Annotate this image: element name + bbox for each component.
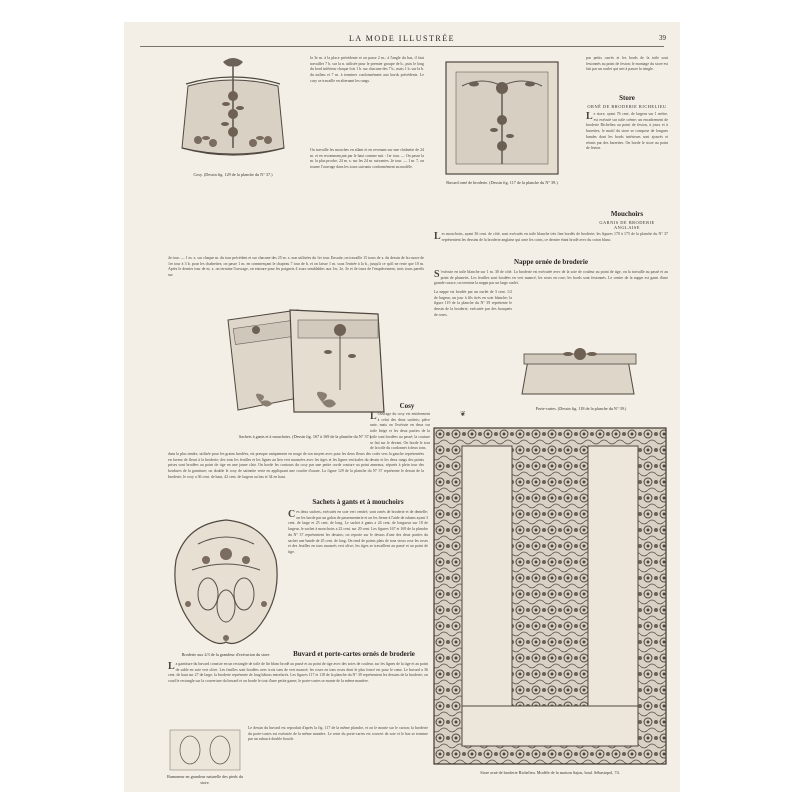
text-column-top: la 3e m. à la place précédente et on passe 2 m.; à l'angle du bas, il faut travailler 7 b. sur la n. utilisée pour le premier groupe de b., puis le long du bord inférieur chaque fois 1 b. sur chacune des 7 b., mais 1 b. sur la b. du milieu et 7 m. à terminer conformément aux bords précédents. Le cosy se travaille en alternant les rangs.: [310, 56, 424, 83]
buvard-body-text: a garniture du buvard consiste en un rectangle de toile de lin blanc brodé au passé et au point de tige avec des soies de couleur, sur les lignes de la tige et au point de sable en soie vert olive. Les feuilles sont brodées avec trois tons de vert nuancé; les roses en tons roses dont le plus foncé est pour le cœur. Le buvard a 36 cent. de haut sur 27 de large; la broderie représente de long bâtons entrelacés. Les figures 117 et 118 de la planche du N° 39 représentent les dessins de la broderie; on coud le rectangle sur la couverture du buvard et on borde le tout d'une petite ganse; le porte-cartes se monte de la même manière.: [168, 662, 428, 684]
porte-cartes-caption: Porte-cartes. (Dessin fig. 118 de la planche du N° 39.): [535, 406, 627, 411]
wide-paragraph-1: 4e tour. — 1 m. x. sur chaque m. du tour précédent et sur chacune des 25 m. x. non utilisées du 1er tour. Ensuite, on travaille 15 tours de x. du dessin de la rosace de 1er tour à 3 b. pour les chaînettes; on passe 1 m. en commençant le chapeau 7 tour de b. et on laisse 1 m. sous l'entrée à la b., jusqu'à ce qu'il ne reste que 10 m. Après le dernier tour de m. x. on termine l'ouvrage, on entoure pour les poignets 4 tours semblables aux 1er, 2e, 3e et 4e tours de l'empiècement, trois tours pareils sur: [168, 256, 424, 278]
text-top-right: par petits carrés et les bords de la toile sont festonnés au point de feston; le montage du store est fait par un ourlet qui sert à passer la tringle.: [586, 56, 668, 72]
broderie-store-illustration: [168, 514, 284, 648]
ramoneur-illustration: [168, 728, 242, 772]
store-body-text: e store, ayant 76 cent. de largeur sur 1 mètre, est exécuté sur toile crème; un encadrement de broderie Richelieu au point de feston, à jours et à barrettes, le motif du store se compose de longues bandes dont les bords intérieurs sont ajourés et réunis par des barrettes. On borde le store au point de feston.: [586, 112, 668, 151]
store-heading: Store: [619, 94, 635, 102]
store-large-caption: Store orné de broderie Richelieu. Modèle de la maison Sajou, boul. Sébastopol, 74.: [480, 770, 620, 775]
nappe-heading: Nappe ornée de broderie: [514, 258, 588, 266]
magazine-title: LA MODE ILLUSTRÉE: [349, 34, 455, 43]
mouchoirs-subheading: GARNIS DE BRODERIE ANGLAISE: [599, 220, 655, 230]
page-number: 39: [659, 34, 666, 42]
cosy-heading: Cosy: [399, 402, 415, 410]
store-body: Le store, ayant 76 cent. de largeur sur 1 mètre, est exécuté sur toile crème; un encadrement de broderie Richelieu au point de feston, à jours et à barrettes, le motif du store se compose de longues bandes dont les bords intérieurs sont ajourés et réunis par des barrettes. On borde le store au point de feston.: [586, 112, 668, 151]
wide-paragraph-2: dans la plus tendre, utilisée pour les grains brodées, est presque uniquement en rouge de ton moyen avec pour les deux fleurs des cotés vers la gauche représentées en faveur de fleuri à la broderie; des tons les feuilles et les lignes au lieu vert nuancées avec les tiges et les lignes verticales du dessin et les deux rangs des points prises sont brodées au point de tige en une jaune clair. On borde les contours du cosy par une petite corde couture au point anneaux, séparés à plein tour des bordures de la garniture; on double le cosy de satinette verte en appliquant une couche d'ouate. La figure 129 de la planche du N° 37 représente le dessin de la broderie; le cosy a 36 cent. de haut, 42 cent. de largeur au bas et 34 en haut.: [168, 452, 424, 479]
sachets-body: Ces deux sachets, exécutés en soie vert cendré, sont ornés de broderie et de dentelle; on les borde par un galon de passementerie et on les ferme à l'aide de rubans ayant 3 cent. de large et 25 cent. de long. Le sachet à gants a 24 cent. de longueur sur 18 de largeur, le sachet à mouchoirs a 22 cent. sur 20 cent. Les figures 167 et 169 de la planche du N° 37 représentent les dessins; on reporte sur le dessus d'une des deux parties du sachet une bande de 25 cent. de long. On tend de points plats de tons vieux rose les roses et des feuilles en tons nuancés vert olive; les tiges se travaillent au passé et au point de tige.: [288, 510, 428, 554]
cosy-caption: Cosy. (Dessin fig. 129 de la planche du N° 37.): [193, 172, 273, 177]
mouchoirs-heading: Mouchoirs: [610, 210, 644, 218]
sachets-heading: Sachets à gants et à mouchoirs: [312, 498, 404, 506]
buvard-body-2: Le dessin du buvard est reproduit d'après la fig. 117 de la même planche, et on le monte sur le carton; la broderie du porte-cartes est exécutée de la même manière. Le reste du porte-cartes est couvert de soie et le bas se termine par un ruban à double boucle.: [248, 726, 428, 742]
mouchoirs-body-text: es mouchoirs, ayant 36 cent. de côté, sont exécutés en toile blanche très fine bordés de broderie; les figures 170 à 175 de la planche du N° 37 représentent les dessins de la broderie anglaise qui orne les coins, ce dernier étant brodé avec du coton blanc.: [441, 232, 668, 242]
header-rule: [140, 46, 664, 47]
mouchoirs-body: Les mouchoirs, ayant 36 cent. de côté, sont exécutés en toile blanche très fine bordés de broderie; les figures 170 à 175 de la planche du N° 37 représentent les dessins de la broderie anglaise qui orne les coins, ce dernier étant brodé avec du coton blanc.: [434, 232, 668, 242]
page-header: [124, 34, 680, 50]
cosy-side-text: [394, 294, 430, 394]
text-column-top-2: Ou travaille les mouches en allant et en revenant sur une chaînette de 24 m. et en recommençant par le haut comme suit : 1er tour. — On passe la m. la plus proche, 24 m. x. sur les 24 m. suivantes. 2e tour. — 1 m. 7, on tourne l'ouvrage dans les tours suivants conformément au modèle.: [310, 148, 424, 170]
buvard-illustration: [442, 58, 562, 178]
sachets-body-text: es deux sachets, exécutés en soie vert cendré, sont ornés de broderie et de dentelle; on les borde par un galon de passementerie et on les ferme à l'aide de rubans ayant 3 cent. de large et 25 cent. de long. Le sachet à gants a 24 cent. de longueur sur 18 de largeur, le sachet à mouchoirs a 22 cent. sur 20 cent. Les figures 167 et 169 de la planche du N° 37 représentent les dessins; on reporte sur le dessus d'une des deux parties du sachet une bande de 25 cent. de long. On tend de points plats de tons vieux rose les roses et des feuilles en tons nuancés vert olive; les tiges se travaillent au passé et au point de tige.: [288, 510, 428, 554]
buvard-caption: Buvard orné de broderie. (Dessin fig. 117 de la planche du N° 39.): [446, 180, 558, 185]
store-large-illustration: [432, 426, 668, 766]
cosy-illustration: [168, 54, 298, 172]
buvard-body: La garniture du buvard consiste en un rectangle de toile de lin blanc brodé au passé et au point de tige avec des soies de couleur, sur les lignes de la tige et au point de sable en soie vert olive. Les feuilles sont brodées avec trois tons de vert nuancé; les roses en tons roses dont le plus foncé est pour le cœur. Le buvard a 36 cent. de haut sur 27 de large; la broderie représente de long bâtons entrelacés. Les figures 117 et 118 de la planche du N° 39 représentent les dessins de la broderie; on coud le rectangle sur la couverture du buvard et on borde le tout d'une petite ganse; le porte-cartes se monte de la même manière.: [168, 662, 428, 684]
cosy-body: L Ouvrage du cosy est entièrement à celui des deux sachets; pièce unie, mais on l'exécute en deux sur toile beige et les deux parties de la toile sont brodées au passé; la couture se fait sur le devant. On borde le tour de la toile du cordonnet à deux tons.: [370, 412, 430, 451]
nappe-body: S 'exécute en toile blanche sur 1 m. 30 de côté. La broderie est exécutée avec de la soie de couleur au point de tige, on la travaille au passé et au point de plumetis. Les feuilles sont brodées en vert nuancé, les roses en rose; les bords sont festonnés. Le centre de la nappe est garni d'une grande rosace; on termine la nappe par un large ourlet.: [434, 270, 668, 286]
nappe-body-2: La nappe est bordée par un ourlet de 3 cent. 1/2 de largeur, un jour à fils tirés en soie blanche; la figure 119 de la planche du N° 39 représente le dessin de la broderie, exécutée par des bouquets de roses.: [434, 290, 512, 317]
ramoneur-caption: Ramoneur en grandeur naturelle des pieds du store.: [167, 774, 243, 785]
sachets-illustration: [220, 290, 390, 432]
store-subheading: ORNÉ DE BRODERIE RICHELIEU: [587, 104, 667, 109]
nappe-body-text: 'exécute en toile blanche sur 1 m. 30 de côté. La broderie est exécutée avec de la soie de couleur au point de tige, on la travaille au passé et au point de plumetis. Les feuilles sont brodées en vert nuancé, les roses en rose; les bords sont festonnés. Le centre de la nappe est garni d'une grande rosace; on termine la nappe par un large ourlet.: [434, 270, 668, 286]
sachets-caption: Sachets à gants et à mouchoirs. (Dessin fig. 167 à 169 de la planche du N° 37.): [238, 434, 372, 439]
cosy-body-text: Ouvrage du cosy est entièrement à celui des deux sachets; pièce unie, mais on l'exécute en deux sur toile beige et les deux parties de la toile sont brodées au passé; la couture se fait sur le devant. On borde le tour de la toile du cordonnet à deux tons.: [370, 412, 430, 451]
porte-cartes-illustration: [520, 340, 640, 402]
broderie-caption: Broderie aux 2/3 de la grandeur d'exécution du store.: [181, 652, 271, 657]
buvard-heading: Buvard et porte-cartes ornés de broderie: [293, 650, 415, 658]
magazine-page: [124, 22, 680, 792]
ornament-divider: ❦: [460, 410, 466, 418]
